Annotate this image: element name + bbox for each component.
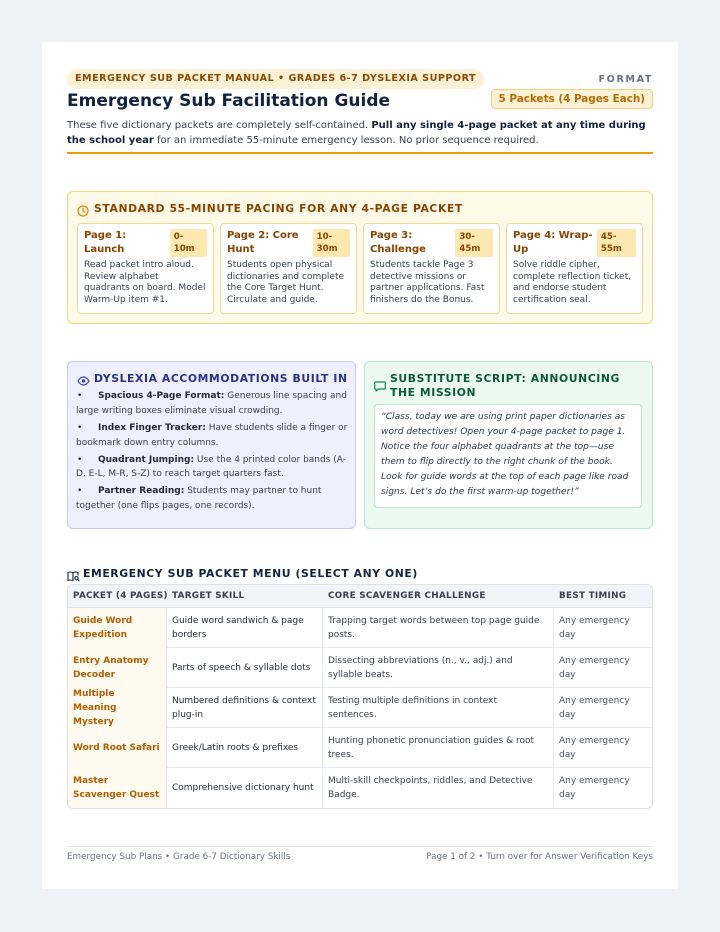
challenge-cell: Hunting phonetic pronunciation guides & root trees.	[323, 728, 554, 768]
pacing-card-page-4	[506, 223, 643, 314]
manual-eyebrow-badge: EMERGENCY SUB PACKET MANUAL • GRADES 6-7 DYSLEXIA SUPPORT	[67, 69, 484, 89]
intro-text-end: for an immediate 55-minute emergency lesson. No prior sequence required.	[156, 134, 539, 146]
packet-name-cell: Word Root Safari	[68, 728, 167, 768]
table-row	[68, 648, 652, 688]
list-item-text: Use the 4 printed color bands (A-D, E-L, M-R, S-Z) to reach target quarters fast.	[76, 454, 346, 480]
list-item	[76, 484, 352, 514]
footer-divider	[67, 846, 653, 847]
list-item-lead: Spacious 4-Page Format:	[98, 391, 225, 401]
script-panel	[364, 361, 653, 529]
script-title: SUBSTITUTE SCRIPT: ANNOUNCING THE MISSION	[390, 372, 621, 399]
table-header	[68, 585, 652, 608]
pacing-cards	[77, 223, 643, 314]
pacing-card-body: Students open physical dictionaries and complete the Core Target Hunt. Circulate and guide.	[227, 260, 345, 305]
timing-cell: Any emergency day	[559, 615, 630, 640]
challenge-cell: Multi-skill checkpoints, riddles, and Detective Badge.	[323, 768, 554, 808]
column-header: PACKET (4 PAGES)	[73, 591, 168, 601]
list-item-lead: Partner Reading:	[98, 486, 185, 497]
pacing-card-page-2	[220, 223, 357, 314]
footer-left-text: Emergency Sub Plans • Grade 6-7 Dictionary Skills	[67, 852, 291, 862]
pacing-panel	[67, 191, 653, 324]
challenge-cell: Dissecting abbreviations (n., v., adj.) and syllable beats.	[323, 648, 554, 688]
challenge-cell: Trapping target words between top page guide posts.	[323, 608, 554, 648]
target-skill-cell: Parts of speech & syllable dots	[167, 648, 323, 688]
pacing-card-title: Page 2: Core Hunt	[227, 230, 299, 255]
header-divider	[67, 152, 653, 154]
menu-title: EMERGENCY SUB PACKET MENU (SELECT ANY ONE)	[83, 567, 418, 580]
format-badge: 5 Packets (4 Pages Each)	[491, 89, 653, 109]
timing-cell: Any emergency day	[559, 695, 630, 720]
list-item	[76, 421, 352, 451]
time-badge: 0-10m	[170, 229, 207, 257]
challenge-cell: Testing multiple definitions in context sentences.	[323, 688, 554, 728]
table-row	[68, 728, 652, 768]
footer-right-text: Page 1 of 2 • Turn over for Answer Verification Keys	[426, 852, 653, 862]
pacing-title: STANDARD 55-MINUTE PACING FOR ANY 4-PAGE PACKET	[94, 202, 463, 215]
packet-name-cell: Guide Word Expedition	[68, 608, 167, 648]
time-badge: 45-55m	[597, 229, 636, 257]
timing-cell: Any emergency day	[559, 775, 630, 800]
intro-text-bold: Pull any single 4-page packet at any time during the school year	[67, 120, 646, 146]
list-item-text: Have students slide a finger or bookmark down entry columns.	[76, 422, 348, 448]
bullet-icon: •	[77, 486, 83, 497]
message-icon	[374, 377, 386, 396]
guide-page	[42, 42, 678, 889]
pacing-card-title: Page 3: Challenge	[370, 230, 426, 255]
accommodations-list	[76, 389, 352, 516]
time-badge: 10-30m	[313, 229, 350, 257]
list-item-lead: Quadrant Jumping:	[98, 454, 195, 465]
packet-name-cell: Multiple Meaning Mystery	[68, 688, 167, 728]
packet-name-cell: Master Scavenger Quest	[68, 768, 167, 808]
script-quote: “Class, today we are using print paper dictionaries as word detectives! Open your 4-page packet to page 1. Notice the four alphabet quadrants at the top—use them to flip directly to the right chunk of the book. Look for guide words at the top of each page like road signs. Let’s do the first warm-up together!”	[374, 404, 642, 508]
pacing-card-title: Page 1: Launch	[84, 230, 127, 255]
intro-paragraph	[67, 119, 653, 148]
target-skill-cell: Comprehensive dictionary hunt	[167, 768, 323, 808]
time-badge: 30-45m	[455, 229, 493, 257]
list-item	[76, 453, 352, 483]
accommodations-panel	[67, 361, 356, 529]
column-header: BEST TIMING	[559, 591, 627, 601]
list-item-lead: Index Finger Tracker:	[98, 422, 206, 433]
pacing-card-title: Page 4: Wrap-Up	[513, 230, 593, 255]
target-skill-cell: Greek/Latin roots & prefixes	[167, 728, 323, 768]
clock-icon	[77, 202, 89, 221]
format-label: FORMAT	[598, 74, 653, 85]
timing-cell: Any emergency day	[559, 735, 630, 760]
target-skill-cell: Guide word sandwich & page borders	[167, 608, 323, 648]
list-item-text: Generous line spacing and large writing boxes eliminate visual crowding.	[76, 391, 347, 416]
packet-name-cell: Entry Anatomy Decoder	[68, 648, 167, 688]
intro-text-start: These five dictionary packets are completely self-contained.	[67, 120, 369, 131]
page-title: Emergency Sub Facilitation Guide	[67, 91, 391, 111]
accommodations-title: DYSLEXIA ACCOMMODATIONS BUILT IN	[94, 372, 348, 385]
pacing-card-body: Solve riddle cipher, complete reflection ticket, and endorse student certification seal.	[513, 260, 631, 305]
timing-cell: Any emergency day	[559, 655, 630, 680]
pacing-card-page-3	[363, 223, 500, 314]
pacing-card-body: Read packet intro aloud. Review alphabet quadrants on board. Model Warm-Up item #1.	[84, 260, 206, 305]
column-header: TARGET SKILL	[172, 591, 245, 601]
bullet-icon: •	[77, 391, 83, 401]
pacing-card-page-1	[77, 223, 214, 314]
pacing-card-body: Students tackle Page 3 detective missions or partner applications. Fast finishers do the Bonus.	[370, 260, 485, 305]
bullet-icon: •	[77, 422, 83, 433]
column-header: CORE SCAVENGER CHALLENGE	[328, 591, 486, 601]
bullet-icon: •	[77, 454, 83, 465]
list-item-text: Students may partner to hunt together (one flips pages, one records).	[76, 486, 322, 512]
table-row	[68, 608, 652, 648]
target-skill-cell: Numbered definitions & context plug-in	[167, 688, 323, 728]
packet-menu-table	[67, 584, 653, 809]
table-row	[68, 688, 652, 728]
list-item	[76, 389, 352, 419]
table-row	[68, 768, 652, 808]
